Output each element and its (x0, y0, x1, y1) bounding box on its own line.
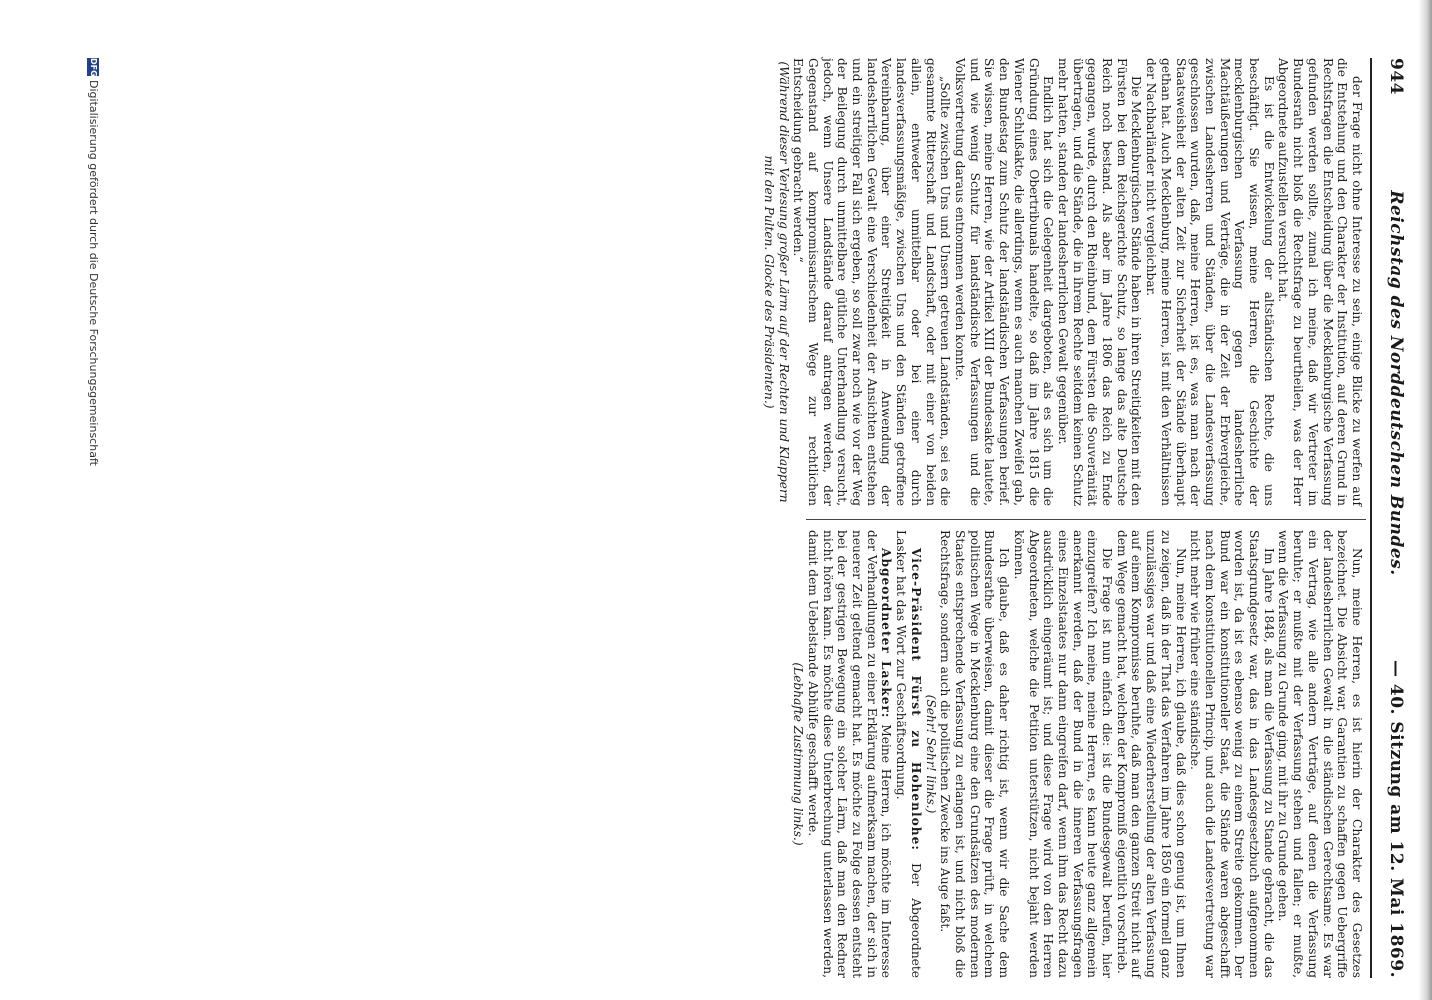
column-divider (806, 519, 1366, 520)
footer-text: Digitalisierung gefördert durch die Deutsche Forschungsgemeinschaft (87, 80, 100, 466)
scan-edge-shadow (1418, 0, 1432, 1000)
paragraph: Die Frage ist nun einfach die: ist die Bundesgewalt berufen, hier einzugreifen? Ich meine, meine Herren, es kann heute ganz allgemein anerkannt werden, daß der Bund in die inneren Verfassungsfragen eines Einzelstaates nur dann eingreifen darf, wenn ihm das Recht dazu ausdrücklich eingeräumt ist; und diese Frage wird von den Herren Abgeordneten, welche die Petition unterstützen, nicht bejaht werden können. (1011, 530, 1115, 978)
page-number: 944 (1386, 58, 1406, 95)
paragraph: Im Jahre 1848, als man die Verfassung zu Stande gebracht, die das Staatsgrundgesetz war, das in das Landesgesetzbuch aufgenommen worden ist, da ist es ebenso wenig zu einem Streite gekommen. Der Bund war ein konstitutioneller Staat, die Stände waren abgeschafft nach dem konstitutionellen Princip, und auch die Landesvertretung war nicht mehr wie früher eine ständische. (1188, 530, 1276, 978)
speaker-name: Vice-Präsident Fürst zu Hohenlohe: (908, 548, 923, 851)
header-rule (1370, 58, 1372, 978)
speaker-name: Abgeordneter Lasker: (879, 548, 894, 719)
speech-text: Meine Herren, ich möchte im Interesse der Verhandlungen zu einer Erklärung aufmerksam machen, der sich in neuerer Zeit geltend gemacht hat. Es möchte zu Folge dessen entsteht bei der gestrigen Bewegung ein solcher Lärm, daß man den Redner nicht hören kann. Es möchte diese Unterbrechung unterlassen werden, damit dem Uebelstande Abhülfe geschafft werde. (805, 530, 894, 978)
dfg-logo-icon: DFG (89, 58, 98, 77)
paragraph: Nun, meine Herren, ich glaube, daß dies schon genug ist, um Ihnen zu zeigen, daß in der That das Verfahren im Jahre 1850 ein formell ganz unzulässiges war und daß eine Wiederherstellung der alten Verfassung auf einem Kompromisse beruhte, daß man den ganzen Streit nicht auf dem Wege gemacht hat, welchen der Kompromiß eigentlich vorschrieb. (1114, 530, 1188, 978)
paragraph: Die Mecklenburgischen Stände haben in ihren Streitigkeiten mit den Fürsten bei dem Reichsgerichte Schutz, so lange das alte Deutsche Reich noch bestand. Als aber im Jahre 1806 das Reich zu Ende gegangen, wurde, durch den Rheinbund, dem Fürsten die Souveränität übertragen, und die Stände, die in ihrem Rechte seitdem keinen Schutz mehr hatten, standen der landesherrlichen Gewalt gegenüber. (1055, 58, 1144, 506)
rotated-document-page (80, 58, 1416, 978)
vice-president-turn (894, 530, 923, 978)
paragraph: Ich glaube, daß es daher richtig ist, wenn wir die Sache dem Bundesrathe überweisen, damit dieser die Frage prüft, in welchem politischen Wege in Mecklenburg eine den Grundsätzen des modernen Staates entsprechende Verfassung zu erlangen ist, und nicht bloß die Rechtsfrage, sondern auch die politischen Zwecke ins Auge faßt. (938, 530, 1012, 978)
stage-direction: (Während dieser Verlesung großer Lärm auf der Rechten und Klappern mit den Pulten. Glocke des Präsidenten.) (761, 61, 791, 503)
page-header (1376, 58, 1416, 978)
stage-direction-final: (Lebhafte Zustimmung links.) (791, 662, 806, 846)
quoted-paragraph: „Sollte zwischen Uns und Unsern getreuen Landständen, sei es die gesammte Ritterschaft und Landschaft, oder mit einer von beiden allein, entweder unmittelbar oder bei einer durch landesverfassungsmäßige, zwischen Uns und den Ständen getroffene Vereinbarung, über einer Streitigkeit in Anwendung der landesherrlichen Gewalt eine Verschiedenheit der Ansichten entstehen und ein streitiger Fall sich ergeben, so soll zwar noch wie vor der Weg der Beilegung durch unmittelbare gütliche Unterhandlung versucht, jedoch, wenn Unsere Landstände darauf antragen werden, der Gegenstand auf kompromissarischem Wege zur rechtlichen Entscheidung gebracht werden.“ (791, 58, 953, 506)
paragraph: Es ist die Entwickelung der altständischen Rechte, die uns beschäftigt. Sie wissen, meine Herren, die Geschichte der mecklenburgischen Verfassung gegen landesherrliche Machtäußerungen und Verträge, die in der Zeit der Erbvergleiche, zwischen Landesherren und Ständen, über die Landesverfassung geschlossen wurden, daß, meine Herren, ist es, was man nach der Staatsweisheit der alten Zeit zur Sicherheit der Stände überhaupt gethan hat. Auch Mecklenburg, meine Herren, ist mit den Verhältnissen der Nachbarländer nicht vergleichbar. (1144, 58, 1276, 506)
right-column (791, 530, 1364, 978)
sitting-date: — 40. Sitzung am 12. Mai 1869. (1386, 659, 1406, 978)
digitization-footer (84, 58, 100, 978)
page-title: Reichstag des Norddeutschen Bundes. (1386, 190, 1406, 576)
lasker-turn (805, 530, 893, 978)
speech-text: Der Abgeordnete Lasker hat das Wort zur Geschäftsordnung. (894, 530, 923, 978)
left-column (761, 58, 1364, 506)
paragraph: der Frage nicht ohne Interesse zu sein, einige Blicke zu werfen auf die Entstehung und den Charakter der Institution, auf deren Grund in Rechtsfragen die Entscheidung über die Mecklenburgische Verfassung gefunden werden sollte, zumal ich meine, daß wir Vertreter im Bundesrath nicht bloß die Rechtsfrage zu beurtheilen, was der Herr Abgeordnete aufzustellen versucht hat. (1276, 58, 1364, 506)
stage-direction-bravo: (Sehr! Sehr! links.) (923, 694, 938, 814)
paragraph: Endlich hat sich die Gelegenheit dargeboten, als es sich um die Gründung eines Obertribunals handelte, so daß im Jahre 1815 die Wiener Schlußakte, die allerdings, wenn es auch manchen Zweifel gab, den Bundestag zum Schutz der landständischen Verfassungen berief. Sie wissen, meine Herren, wie der Artikel XIII der Bundesakte lautete, und wie wenig Schutz für landständische Verfassungen und die Volksvertretung daraus entnommen werden konnte. (953, 58, 1056, 506)
paragraph: Nun, meine Herren, es ist hierin der Charakter des Gesetzes bezeichnet. Die Absicht war, Garantien zu schaffen gegen Uebergriffe der landesherrlichen Gewalt in die ständischen Gerechtsame. Es war ein Vertrag, wie alle andern Verträge, auf denen die Verfassung beruhte; er mußte mit der Verfassung stehen und fallen; er mußte, wenn die Verfassung zu Grunde ging, mit ihr zu Grunde gehen. (1276, 530, 1364, 978)
